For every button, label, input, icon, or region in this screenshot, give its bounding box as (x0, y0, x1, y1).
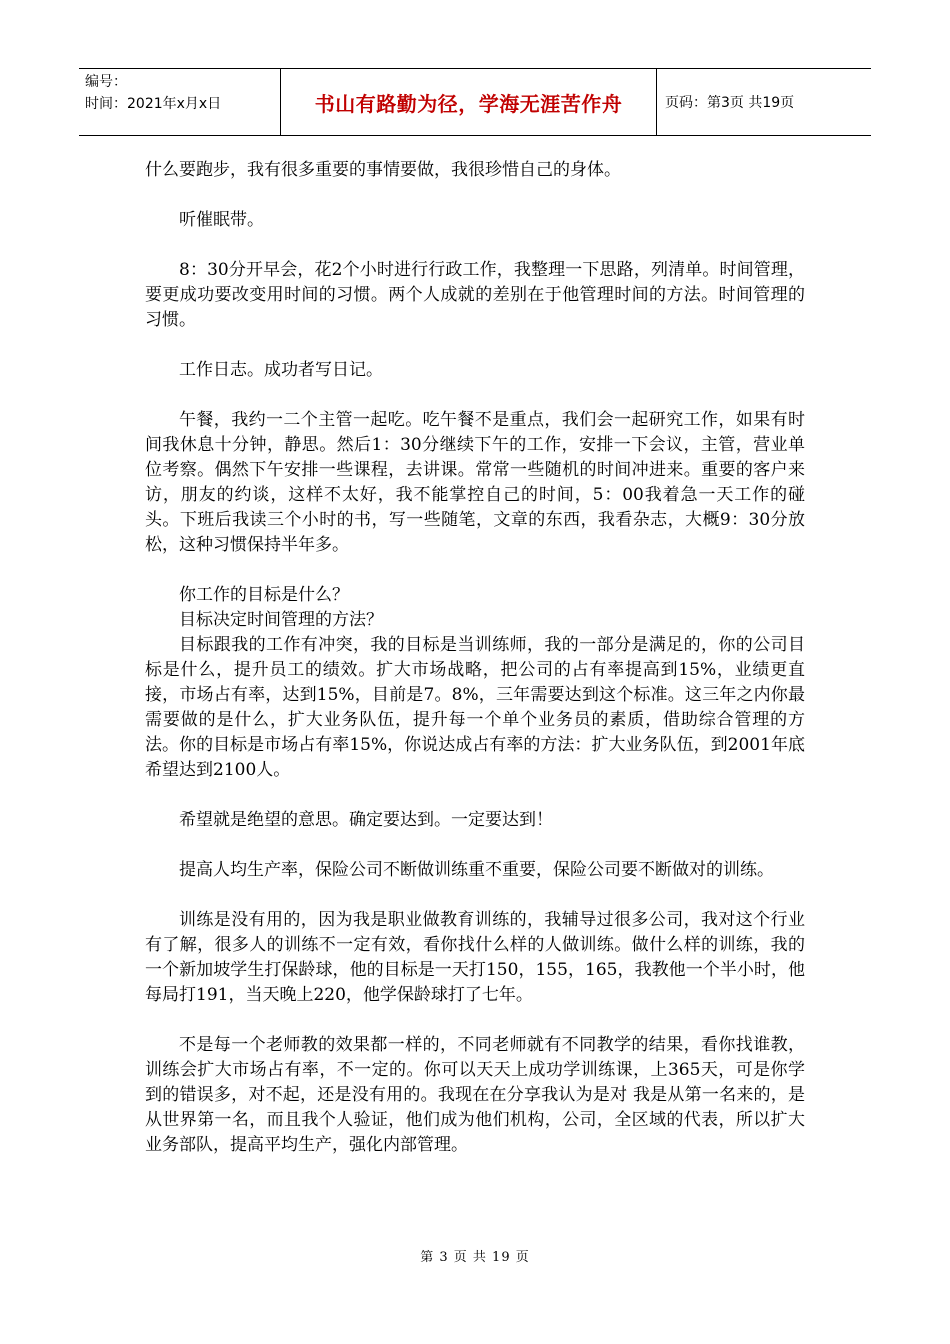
page-footer: 第 3 页 共 19 页 (420, 1250, 530, 1265)
document-body (145, 158, 805, 1183)
header-page-info: 页码：第3页 共19页 (665, 95, 795, 111)
paragraph: 训练是没有用的，因为我是职业做教育训练的，我辅导过很多公司，我对这个行业有了解，很多人的训练不一定有效，看你找什么样的人做训练。做什么样的训练，我的一个新加坡学生打保龄球，他的目标是一天打150，155，165，我教他一个半小时，他每局打191，当天晚上220，他学保龄球打了七年。 (145, 910, 805, 1005)
paragraph: 听催眠带。 (179, 210, 264, 230)
header-motto: 书山有路勤为径，学海无涯苦作舟 (281, 69, 657, 135)
paragraph: 什么要跑步，我有很多重要的事情要做，我很珍惜自己的身体。 (145, 160, 621, 180)
header-meta-cell (79, 69, 281, 135)
document-date: 时间：2021年x月x日 (85, 96, 222, 112)
paragraph: 8：30分开早会，花2个小时进行行政工作，我整理一下思路，列清单。时间管理，要更成功要改变用时间的习惯。两个人成就的差别在于他管理时间的方法。时间管理的习惯。 (145, 260, 805, 330)
paragraph: 午餐，我约一二个主管一起吃。吃午餐不是重点，我们会一起研究工作，如果有时间我休息十分钟，静思。然后1：30分继续下午的工作，安排一下会议，主管，营业单位考察。偶然下午安排一些课程，去讲课。常常一些随机的时间冲进来。重要的客户来访，朋友的约谈，这样不太好，我不能掌控自己的时间，5：00我着急一天工作的碰头。下班后我读三个小时的书，写一些随笔，文章的东西，我看杂志，大概9：30分放松，这种习惯保持半年多。 (145, 410, 805, 555)
paragraph: 希望就是绝望的意思。确定要达到。一定要达到！ (179, 810, 553, 830)
paragraph: 你工作的目标是什么？ (179, 585, 349, 605)
paragraph: 不是每一个老师教的效果都一样的，不同老师就有不同教学的结果，看你找谁教，训练会扩大市场占有率，不一定的。你可以天天上成功学训练课，上365天，可是你学到的错误多，对不起，还是没有用的。我现在在分享我认为是对 我是从第一名来的，是从世界第一名，而且我个人验证，他们成为他们机构，公司，全区域的代表，所以扩大业务部队，提高平均生产，强化内部管理。 (145, 1035, 805, 1155)
paragraph: 工作日志。成功者写日记。 (179, 360, 383, 380)
paragraph: 目标决定时间管理的方法？ (179, 610, 383, 630)
page-header (79, 68, 871, 136)
paragraph: 提高人均生产率，保险公司不断做训练重不重要，保险公司要不断做对的训练。 (179, 860, 774, 880)
paragraph: 目标跟我的工作有冲突，我的目标是当训练师，我的一部分是满足的，你的公司目标是什么，提升员工的绩效。扩大市场战略，把公司的占有率提高到15%，业绩更直接，市场占有率，达到15%，目前是7。8%，三年需要达到这个标准。这三年之内你最需要做的是什么，扩大业务队伍，提升每一个单个业务员的素质，借助综合管理的方法。你的目标是市场占有率15%，你说达成占有率的方法：扩大业务队伍，到2001年底希望达到2100人。 (145, 635, 805, 780)
document-number-label: 编号： (85, 74, 127, 90)
